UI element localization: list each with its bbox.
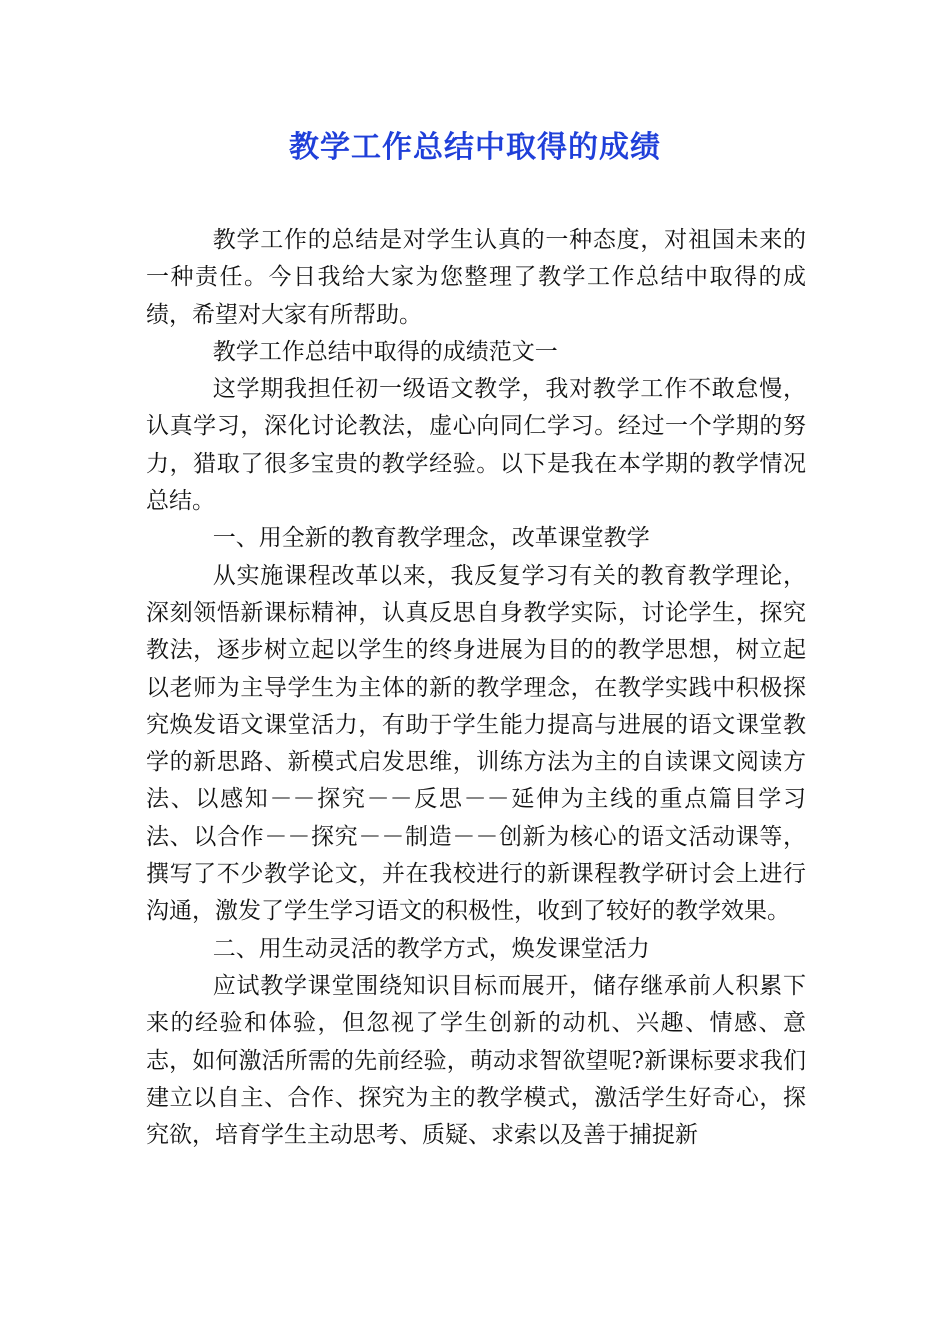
body-paragraph: 从实施课程改革以来，我反复学习有关的教育教学理论，深刻领悟新课标精神，认真反思自身教学实际，讨论学生，探究教法，逐步树立起以学生的终身进展为目的的教学思想，树立起以老师为主导学生为主体的新的教学理念，在教学实践中积极探究焕发语文课堂活力，有助于学生能力提高与进展的语文课堂教学的新思路、新模式启发思维，训练方法为主的自读课文阅读方法、以感知－－探究－－反思－－延伸为主线的重点篇目学习法、以合作－－探究－－制造－－创新为核心的语文活动课等，撰写了不少教学论文，并在我校进行的新课程教学研讨会上进行沟通，激发了学生学习语文的积极性，收到了较好的教学效果。 — [146, 562, 806, 925]
intro-paragraph: 教学工作的总结是对学生认真的一种态度，对祖国未来的一种责任。今日我给大家为您整理了教学工作总结中取得的成绩，希望对大家有所帮助。 — [146, 227, 806, 328]
section-heading-one: 一、用全新的教育教学理念，改革课堂教学 — [212, 525, 650, 552]
section-heading-sample-one: 教学工作总结中取得的成绩范文一 — [212, 338, 558, 365]
body-paragraph: 应试教学课堂围绕知识目标而展开，储存继承前人积累下来的经验和体验，但忽视了学生创新的动机、兴趣、情感、意志，如何激活所需的先前经验，萌动求智欲望呢?新课标要求我们建立以自主、合作、探究为主的教学模式，激活学生好奇心，探究欲，培育学生主动思考、质疑、求索以及善于捕捉新 — [146, 972, 806, 1149]
document-title: 教学工作总结中取得的成绩 — [289, 130, 661, 165]
body-paragraph: 这学期我担任初一级语文教学，我对教学工作不敢怠慢，认真学习，深化讨论教法，虚心向同仁学习。经过一个学期的努力，猎取了很多宝贵的教学经验。以下是我在本学期的教学情况总结。 — [146, 376, 806, 515]
section-heading-two: 二、用生动灵活的教学方式，焕发课堂活力 — [212, 935, 650, 962]
document-body — [146, 222, 806, 1154]
